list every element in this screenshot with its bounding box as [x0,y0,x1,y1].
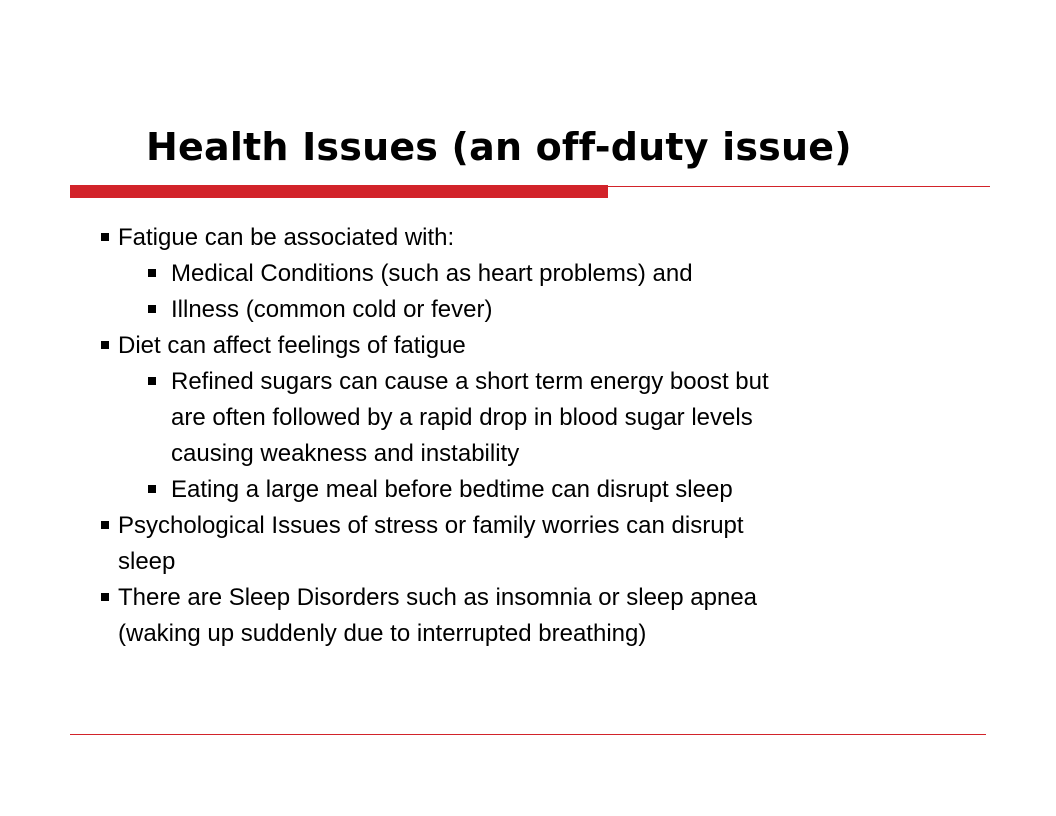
bullet-item [0,508,1056,580]
square-bullet-icon [148,305,156,313]
square-bullet-icon [101,341,109,349]
title-divider-line [608,186,990,187]
title-accent-bar [70,185,608,198]
bullet-text-line: Refined sugars can cause a short term energy boost but [171,368,769,395]
bullet-text-line: are often followed by a rapid drop in blood sugar levels [171,404,753,431]
bullet-text-line: Medical Conditions (such as heart problems) and [171,260,693,287]
bullet-text-line: Fatigue can be associated with: [118,224,455,251]
square-bullet-icon [148,377,156,385]
square-bullet-icon [148,269,156,277]
square-bullet-icon [148,485,156,493]
sub-bullet-item [0,256,1056,292]
bullet-text-line: sleep [118,548,176,575]
square-bullet-icon [101,233,109,241]
sub-bullet-item [0,364,1056,472]
square-bullet-icon [101,521,109,529]
bullet-list [0,220,1056,652]
slide-title: Health Issues (an off-duty issue) [146,125,852,169]
bullet-text-line: There are Sleep Disorders such as insomnia or sleep apnea [118,584,758,611]
bullet-text-line: Psychological Issues of stress or family worries can disrupt [118,512,744,539]
bullet-text-line: (waking up suddenly due to interrupted breathing) [118,620,647,647]
sub-bullet-item [0,292,1056,328]
bullet-item [0,220,1056,256]
footer-divider-line [70,734,986,735]
bullet-text-line: Diet can affect feelings of fatigue [118,332,466,359]
bullet-text-line: Illness (common cold or fever) [171,296,493,323]
sub-bullet-item [0,472,1056,508]
bullet-item [0,328,1056,364]
bullet-text-line: causing weakness and instability [171,440,520,467]
square-bullet-icon [101,593,109,601]
bullet-text-line: Eating a large meal before bedtime can disrupt sleep [171,476,733,503]
bullet-item [0,580,1056,652]
